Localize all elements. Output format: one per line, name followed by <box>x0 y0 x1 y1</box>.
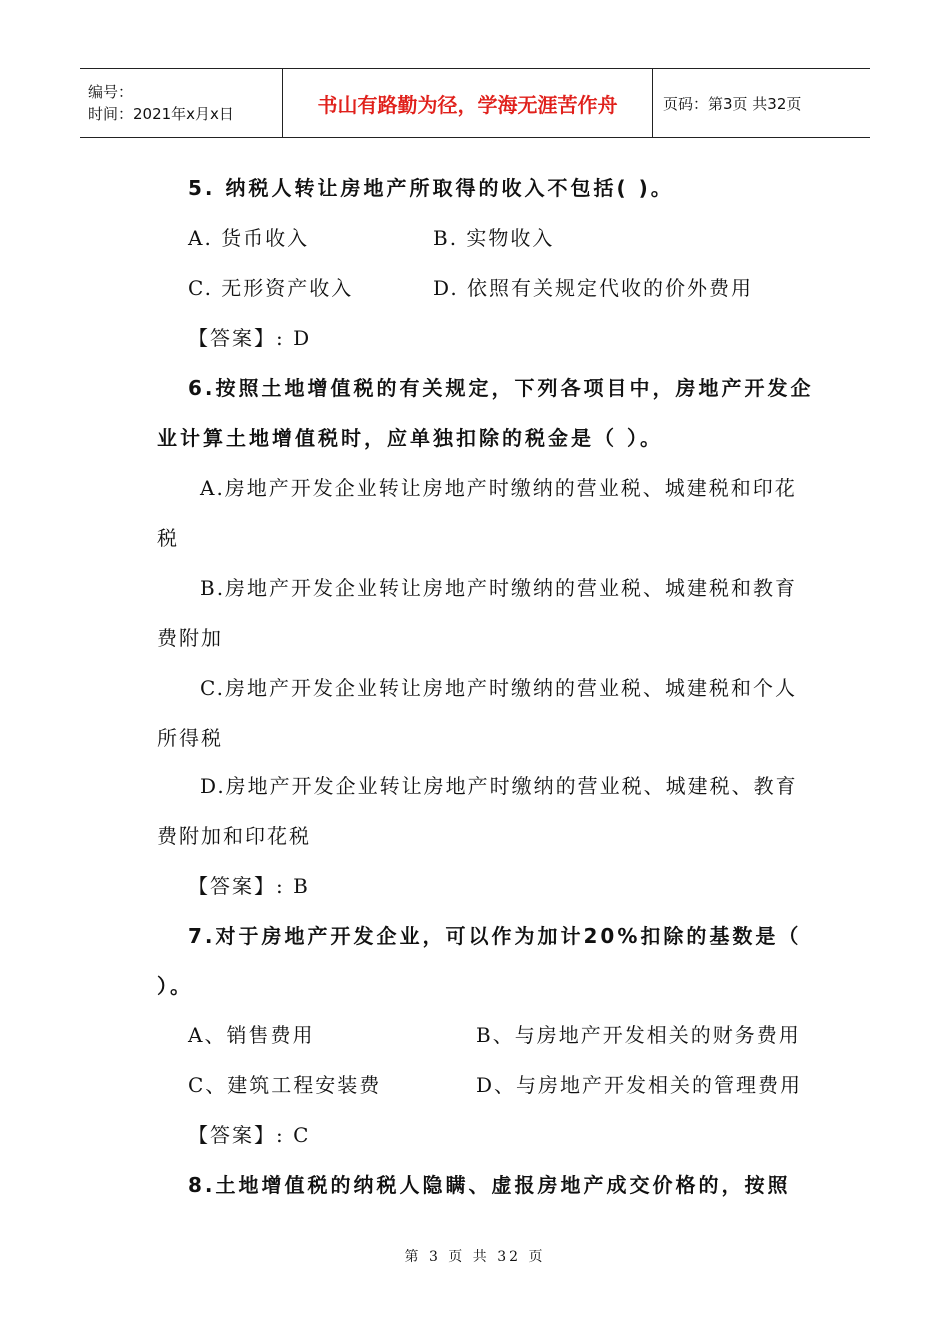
q6-option-b-line1: B.房地产开发企业转让房地产时缴纳的营业税、城建税和教育 <box>200 576 798 600</box>
motto-text: 书山有路勤为径，学海无涯苦作舟 <box>317 92 618 117</box>
q5-answer: 【答案】: D <box>188 326 312 350</box>
q7-option-c: C、建筑工程安装费 <box>188 1073 382 1097</box>
q7-question-line2: ）。 <box>157 974 193 998</box>
q6-option-c-line2: 所得税 <box>157 726 223 750</box>
q5-option-c: C. 无形资产收入 <box>188 276 354 300</box>
q7-question-line1: 7.对于房地产开发企业，可以作为加计20%扣除的基数是（ <box>188 924 802 948</box>
q6-question-line2: 业计算土地增值税时，应单独扣除的税金是（ ）。 <box>157 426 663 450</box>
q6-option-a-line1: A.房地产开发企业转让房地产时缴纳的营业税、城建税和印花 <box>200 476 797 500</box>
q5-option-a: A. 货币收入 <box>188 226 310 250</box>
page-footer: 第 3 页 共 32 页 <box>404 1249 546 1265</box>
q7-option-b: B、与房地产开发相关的财务费用 <box>476 1023 801 1047</box>
q7-answer: 【答案】: C <box>188 1123 311 1147</box>
header-motto <box>283 69 653 137</box>
q6-option-a-line2: 税 <box>157 526 179 550</box>
q5-option-b: B. 实物收入 <box>433 226 555 250</box>
page-info-text: 页码：第3页 共32页 <box>663 94 802 113</box>
page-header <box>80 68 870 138</box>
q7-option-d: D、与房地产开发相关的管理费用 <box>476 1073 803 1097</box>
q5-question: 5. 纳税人转让房地产所取得的收入不包括( )。 <box>188 176 674 200</box>
q6-answer: 【答案】: B <box>188 874 310 898</box>
header-meta <box>80 69 283 137</box>
time-label: 时间：2021年x月x日 <box>88 105 234 123</box>
q6-question-line1: 6.按照土地增值税的有关规定，下列各项目中，房地产开发企 <box>188 376 814 400</box>
number-label: 编号： <box>88 83 134 101</box>
q8-question-line1: 8.土地增值税的纳税人隐瞒、虚报房地产成交价格的，按照 <box>188 1173 791 1197</box>
q6-option-c-line1: C.房地产开发企业转让房地产时缴纳的营业税、城建税和个人 <box>200 676 797 700</box>
q6-option-d-line2: 费附加和印花税 <box>157 824 311 848</box>
q6-option-d-line1: D.房地产开发企业转让房地产时缴纳的营业税、城建税、教育 <box>200 774 798 798</box>
q7-option-a: A、销售费用 <box>188 1023 315 1047</box>
header-page-info <box>653 69 870 137</box>
q6-option-b-line2: 费附加 <box>157 626 223 650</box>
q5-option-d: D. 依照有关规定代收的价外费用 <box>433 276 754 300</box>
